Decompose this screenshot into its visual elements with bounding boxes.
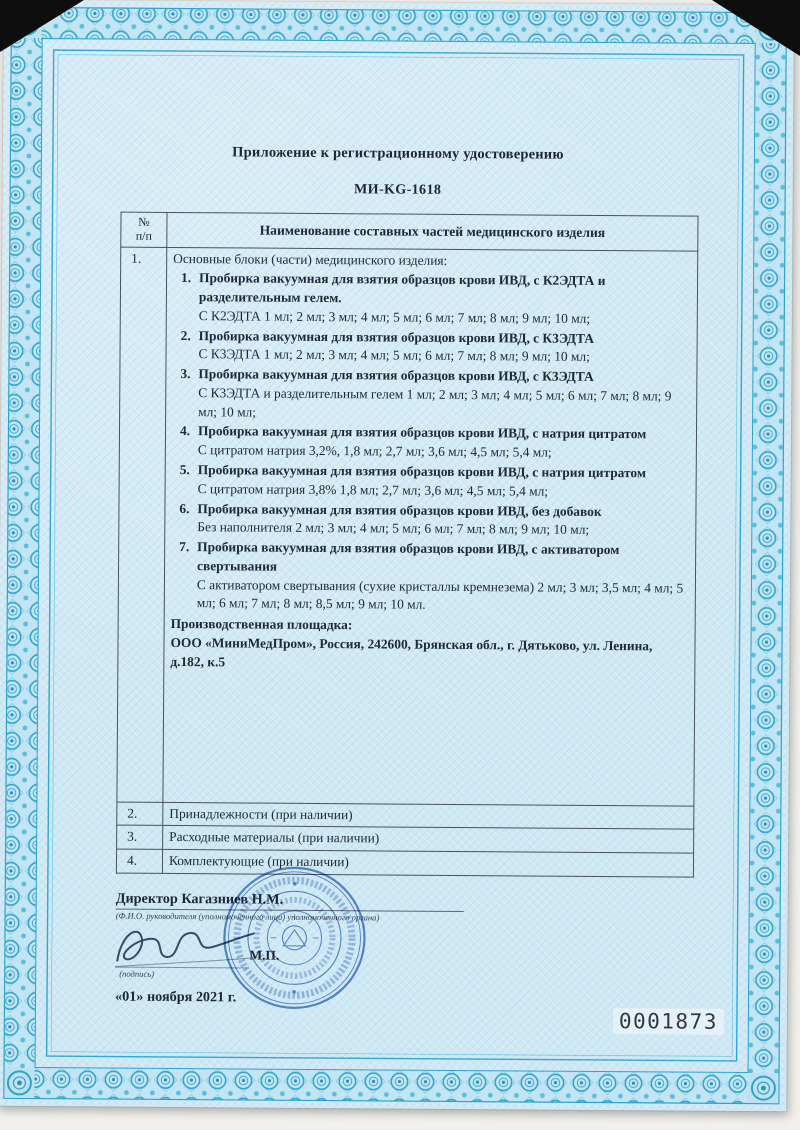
item-description: С цитратом натрия 3,2%, 1,8 мл; 2,7 мл; 3,6 мл; 4,5 мл; 5,4 мл; — [197, 442, 552, 460]
row-number: 2. — [117, 802, 163, 826]
row-text: Расходные материалы (при наличии) — [163, 826, 694, 853]
column-header-number — [121, 212, 167, 247]
component-item — [171, 538, 686, 617]
row-intro: Основные блоки (части) медицинского изделия: — [173, 250, 448, 268]
document-title: Приложение к регистрационному удостоверению — [232, 144, 564, 163]
item-number: 4. — [179, 423, 191, 439]
item-text — [198, 327, 686, 368]
signature-caption: (подпись) — [119, 968, 155, 979]
row-number: 4. — [116, 849, 162, 873]
item-title: Пробирка вакуумная для взятия образцов крови ИВД, без добавок — [197, 500, 602, 519]
document-date: «01» ноября 2021 г. — [114, 988, 237, 1006]
document-number: МИ-KG-1618 — [354, 182, 442, 198]
table-header-row — [121, 212, 698, 251]
component-item — [171, 500, 685, 541]
signature-block — [115, 889, 730, 1009]
row-number: 3. — [117, 825, 163, 849]
item-text — [198, 461, 686, 502]
item-description: С К3ЭДТА 1 мл; 2 мл; 3 мл; 4 мл; 5 мл; 6 мл; 7 мл; 8 мл; 9 мл; 10 мл; — [198, 346, 590, 365]
item-title: Пробирка вакуумная для взятия образцов крови ИВД, с К3ЭДТА — [198, 366, 594, 385]
serial-number: 0001873 — [613, 1008, 724, 1035]
item-description: С цитратом натрия 3,8% 1,8 мл; 2,7 мл; 3,6 мл; 4,5 мл; 5,4 мл; — [197, 480, 549, 499]
production-site-label: Производственная площадка: — [170, 616, 353, 633]
column-header-name: Наименование составных частей медицинского изделия — [167, 212, 698, 250]
component-item — [172, 365, 686, 425]
column-header-number-line1: № — [138, 214, 150, 229]
component-item — [172, 327, 686, 368]
component-item — [172, 422, 686, 463]
item-description: С К3ЭДТА и разделительным гелем 1 мл; 2 мл; 3 мл; 4 мл; 5 мл; 6 мл; 7 мл; 8 мл; 9 мл; 10 мл; — [198, 385, 672, 420]
stamp-place-label: М.П. — [249, 947, 280, 963]
column-header-number-line2: п/п — [135, 228, 153, 243]
scan-corner-top-left — [0, 0, 84, 52]
component-item — [172, 461, 686, 502]
item-description: Без наполнителя 2 мл; 3 мл; 4 мл; 5 мл; 6 мл; 7 мл; 8 мл; 9 мл; 10 мл; — [197, 519, 590, 538]
table-row-main — [117, 247, 698, 806]
scan-corner-top-right — [712, 0, 800, 56]
row-text: Комплектующие (при наличии) — [162, 850, 693, 877]
production-site-address: ООО «МиниМедПром», Россия, 242600, Брянская обл., г. Дятьково, ул. Ленина, д.182, к.5 — [170, 634, 653, 670]
item-title: Пробирка вакуумная для взятия образцов крови ИВД, с натрия цитратом — [197, 462, 647, 481]
item-title: Пробирка вакуумная для взятия образцов крови ИВД, с активатором свертывания — [197, 539, 620, 574]
signature-zone — [115, 924, 729, 986]
row-number: 1. — [117, 247, 167, 802]
item-number: 5. — [179, 462, 190, 478]
item-number: 6. — [179, 500, 190, 516]
item-text — [197, 500, 685, 541]
components-table — [116, 212, 699, 878]
item-number: 7. — [179, 539, 190, 555]
item-description: С активатором свертывания (сухие кристаллы кремнезема) 2 мл; 3 мл; 3,5 мл; 4 мл; 5 мл; 6 мл; 7 мл; 8 мл; 8,5 мл; 9 мл; 10 мл. — [196, 576, 684, 613]
row-text: Принадлежности (при наличии) — [163, 802, 694, 829]
item-text — [197, 538, 686, 616]
item-text — [198, 423, 686, 464]
row-main-content — [163, 247, 698, 806]
item-text — [198, 365, 686, 425]
director-name: Директор Кагазниев Н.М. — [116, 890, 464, 911]
item-number: 3. — [180, 366, 191, 382]
table-row — [116, 849, 693, 877]
item-description: С К2ЭДТА 1 мл; 2 мл; 3 мл; 4 мл; 5 мл; 6 мл; 7 мл; 8 мл; 9 мл; 10 мл; — [198, 308, 591, 326]
item-number: 1. — [181, 270, 192, 286]
item-title: Пробирка вакуумная для взятия образцов крови ИВД, с К3ЭДТА — [198, 327, 595, 346]
page-content — [55, 58, 736, 1053]
item-title: Пробирка вакуумная для взятия образцов крови ИВД, с К2ЭДТА и разделительным гелем. — [198, 270, 606, 306]
component-item — [173, 269, 687, 329]
director-caption: (Ф.И.О. руководителя (уполномоченного лица) уполномоченного органа) — [115, 910, 380, 923]
official-stamp — [220, 863, 369, 1012]
item-number: 2. — [180, 327, 191, 343]
item-title: Пробирка вакуумная для взятия образцов крови ИВД, с натрия цитратом — [197, 423, 647, 442]
item-text — [199, 270, 687, 330]
